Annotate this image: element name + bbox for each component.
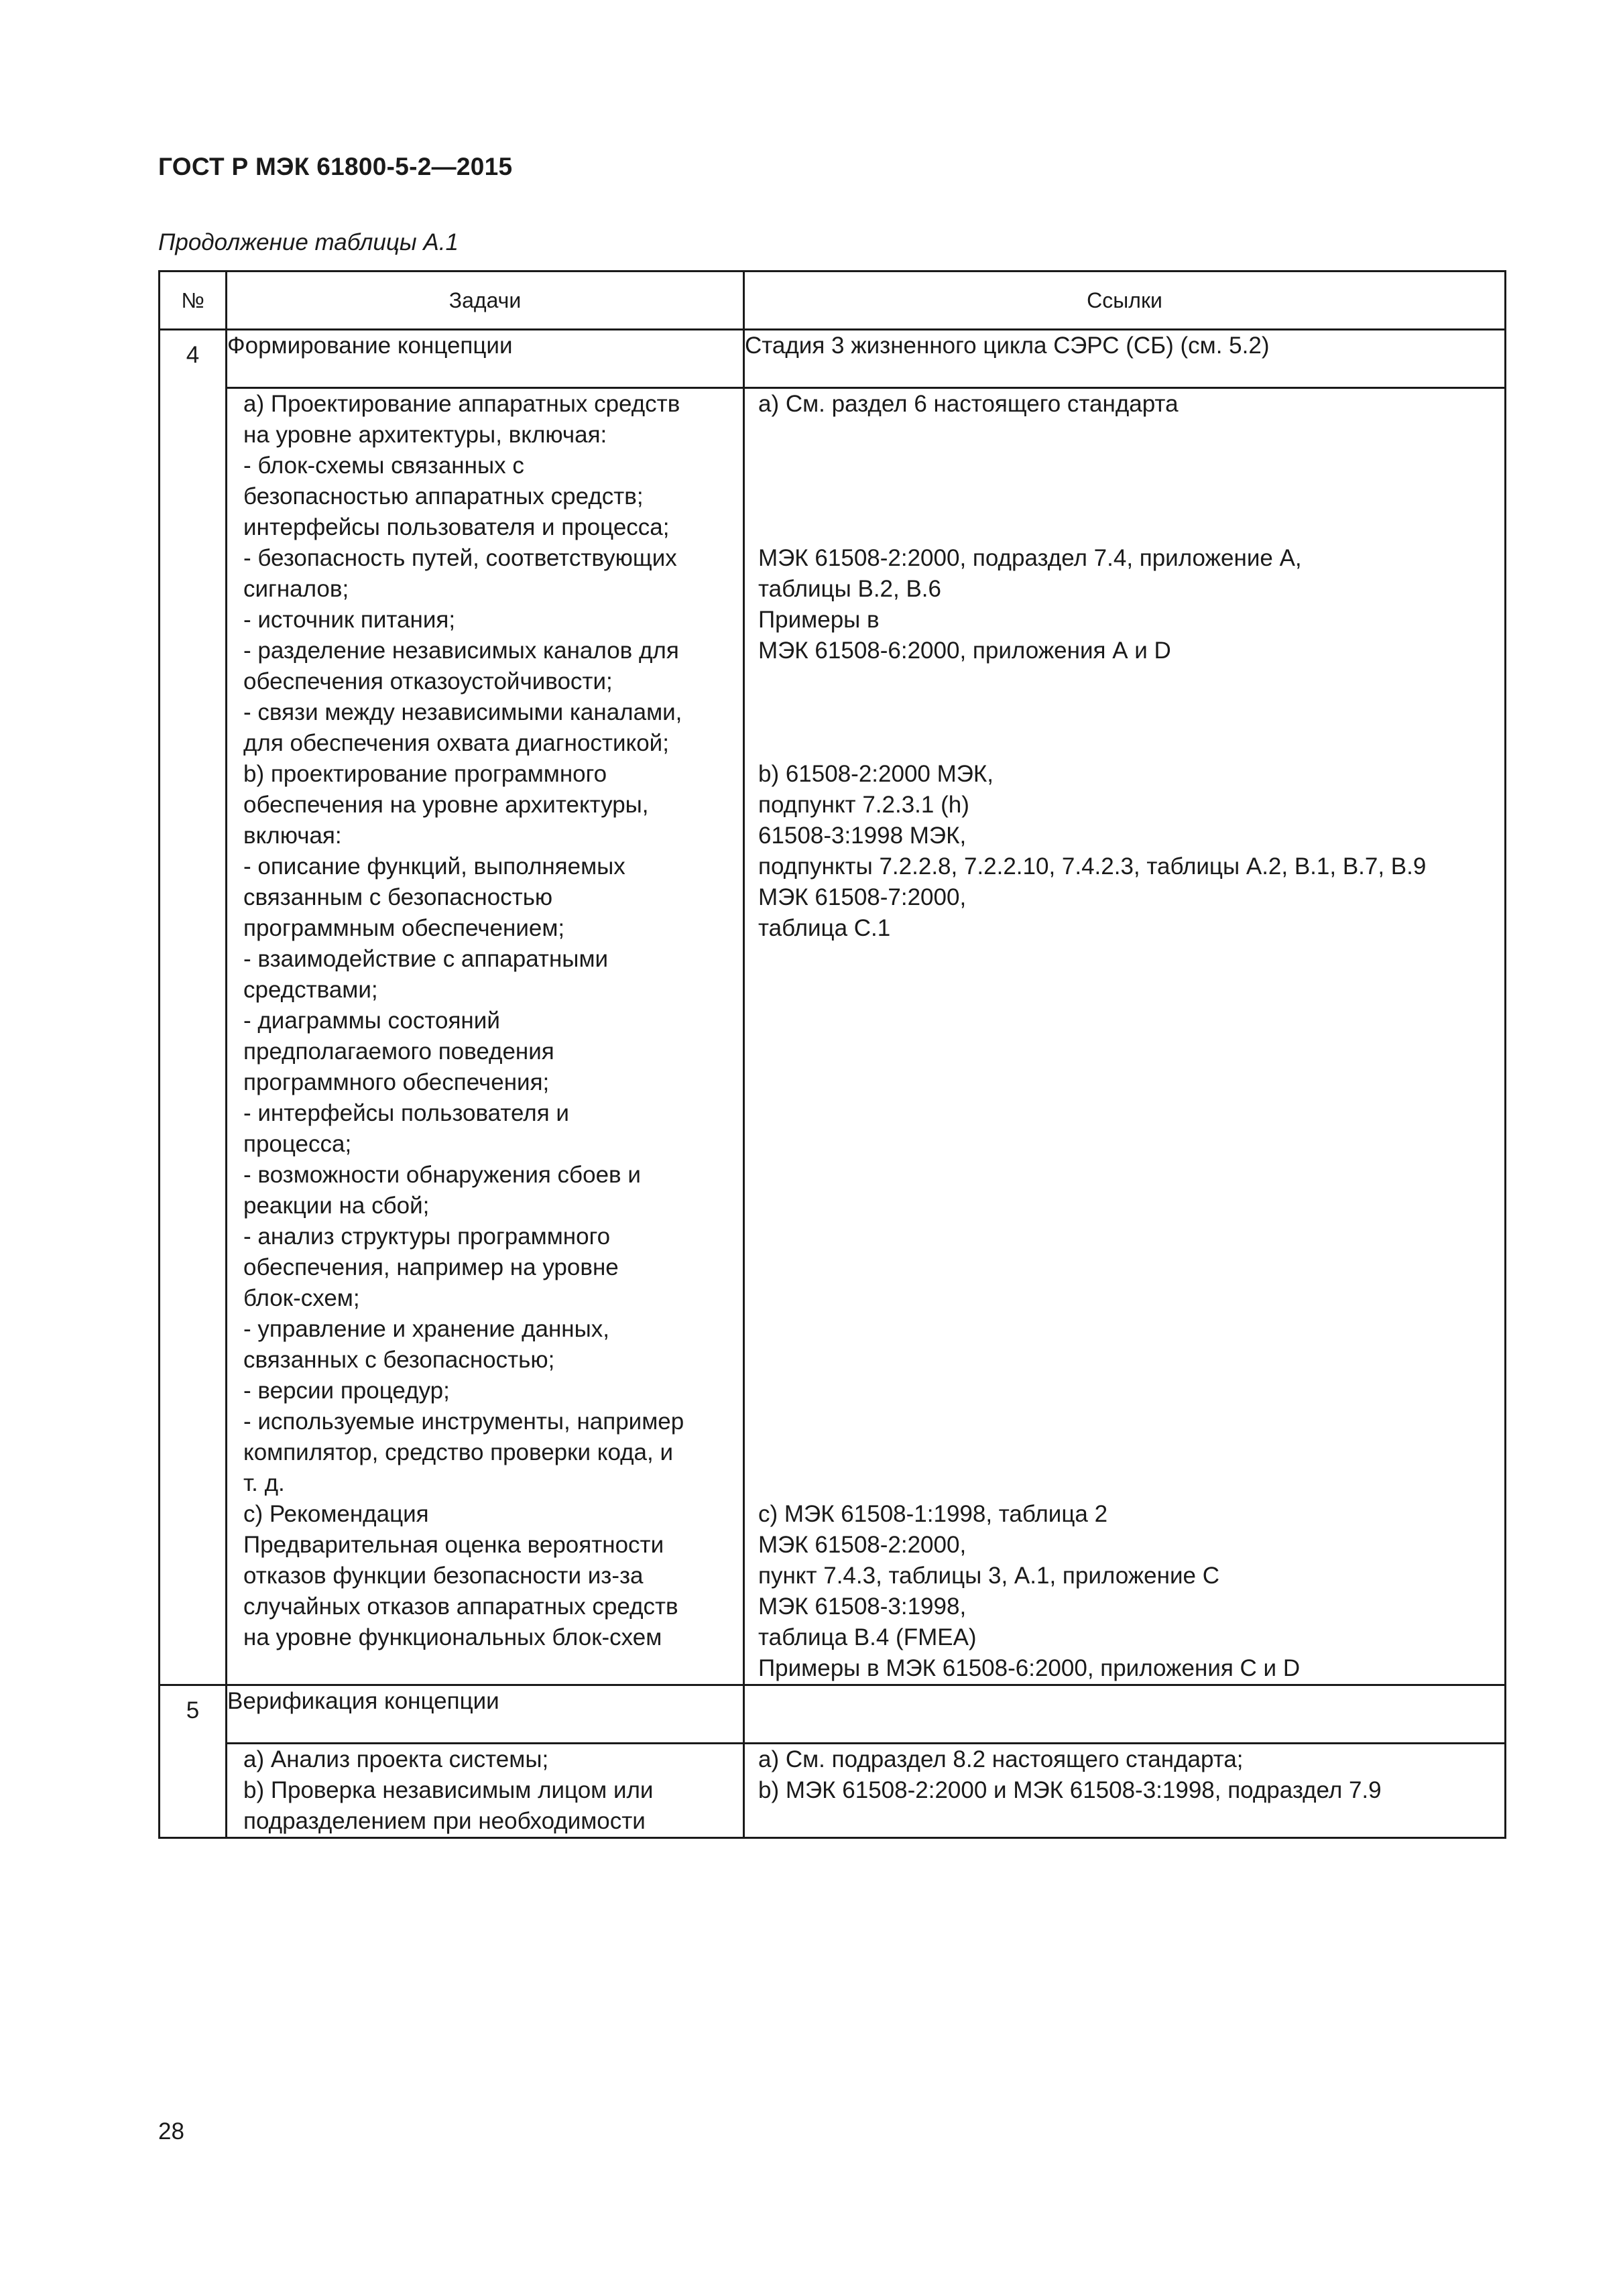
reference-line [758, 1191, 1504, 1221]
reference-line: МЭК 61508-2:2000, подраздел 7.4, приложение А, [758, 545, 1302, 571]
task-line: b) проектирование программного [243, 761, 607, 787]
table-row [160, 330, 1506, 388]
task-line: - используемые инструменты, например [243, 1408, 684, 1435]
reference-line: МЭК 61508-2:2000, [758, 1532, 967, 1558]
task-line: связанных с безопасностью; [243, 1347, 555, 1373]
reference-line [758, 944, 1504, 975]
reference-line [758, 1036, 1504, 1067]
reference-line: a) См. раздел 6 настоящего стандарта [758, 391, 1179, 417]
reference-line: таблица В.4 (FMEA) [758, 1624, 977, 1650]
reference-line: Примеры в [758, 607, 880, 633]
table-row-details [160, 1744, 1506, 1838]
task-line: процесса; [243, 1131, 352, 1157]
task-line: включая: [243, 823, 342, 849]
task-line: т. д. [243, 1470, 285, 1496]
reference-line: b) МЭК 61508-2:2000 и МЭК 61508-3:1998, подраздел 7.9 [758, 1777, 1382, 1803]
task-line: программным обеспечением; [243, 915, 565, 941]
page-number: 28 [158, 2118, 184, 2144]
task-title: Формирование концепции [227, 330, 744, 388]
task-line: - диаграммы состояний [243, 1008, 500, 1034]
reference-line [758, 512, 1504, 543]
task-line: предполагаемого поведения [243, 1038, 554, 1065]
reference-title [744, 1685, 1506, 1744]
task-details [227, 388, 744, 1685]
reference-details [744, 388, 1506, 1685]
task-line: - управление и хранение данных, [243, 1316, 610, 1342]
task-line: реакции на сбой; [243, 1193, 430, 1219]
reference-line [758, 1067, 1504, 1098]
task-line: средствами; [243, 977, 378, 1003]
reference-line [758, 450, 1504, 481]
task-line: программного обеспечения; [243, 1069, 550, 1095]
task-line: - блок-схемы связанных с [243, 452, 524, 479]
task-line: Предварительная оценка вероятности [243, 1532, 664, 1558]
task-details [227, 1744, 744, 1838]
task-line: для обеспечения охвата диагностикой; [243, 730, 669, 756]
reference-line: таблицы В.2, В.6 [758, 576, 941, 602]
column-header-references: Ссылки [744, 271, 1506, 330]
reference-line: a) См. подраздел 8.2 настоящего стандарта; [758, 1746, 1244, 1772]
task-line: связанным с безопасностью [243, 884, 553, 910]
reference-line [758, 1160, 1504, 1191]
reference-line [758, 1468, 1504, 1499]
reference-line: подпункт 7.2.3.1 (h) [758, 792, 969, 818]
row-number: 5 [160, 1685, 227, 1838]
task-line: отказов функции безопасности из-за [243, 1563, 644, 1589]
reference-line [758, 481, 1504, 512]
reference-line [758, 1006, 1504, 1036]
task-line: обеспечения, например на уровне [243, 1254, 619, 1280]
reference-line [758, 1314, 1504, 1345]
document-header: ГОСТ Р МЭК 61800-5-2—2015 [158, 153, 513, 180]
reference-line [758, 728, 1504, 759]
table-caption: Продолжение таблицы А.1 [158, 229, 459, 255]
reference-line: подпункты 7.2.2.8, 7.2.2.10, 7.4.2.3, таблицы А.2, В.1, В.7, В.9 [758, 853, 1427, 880]
column-header-number: № [160, 271, 227, 330]
reference-line [758, 1283, 1504, 1314]
reference-line: МЭК 61508-6:2000, приложения А и D [758, 638, 1171, 664]
table-row [160, 1685, 1506, 1744]
reference-line: Примеры в МЭК 61508-6:2000, приложения С и D [758, 1655, 1301, 1681]
task-line: - взаимодействие с аппаратными [243, 946, 609, 972]
reference-line [758, 697, 1504, 728]
task-line: на уровне функциональных блок-схем [243, 1624, 662, 1650]
task-line: обеспечения отказоустойчивости; [243, 668, 613, 694]
task-line: компилятор, средство проверки кода, и [243, 1439, 674, 1465]
reference-line [758, 975, 1504, 1006]
task-line: интерфейсы пользователя и процесса; [243, 514, 670, 540]
reference-line: b) 61508-2:2000 МЭК, [758, 761, 994, 787]
reference-line [758, 1376, 1504, 1406]
task-line: a) Проектирование аппаратных средств [243, 391, 680, 417]
reference-line [758, 1252, 1504, 1283]
reference-line [758, 1406, 1504, 1437]
table-row-details [160, 388, 1506, 1685]
task-line: случайных отказов аппаратных средств [243, 1593, 678, 1620]
task-line: - версии процедур; [243, 1378, 450, 1404]
task-line: - описание функций, выполняемых [243, 853, 625, 880]
reference-line: таблица С.1 [758, 915, 891, 941]
reference-line [758, 1221, 1504, 1252]
reference-line [758, 1129, 1504, 1160]
reference-line [758, 1098, 1504, 1129]
task-line: - источник питания; [243, 607, 456, 633]
column-header-tasks: Задачи [227, 271, 744, 330]
task-line: c) Рекомендация [243, 1501, 429, 1527]
reference-line [758, 420, 1504, 450]
table-header-row [160, 271, 1506, 330]
task-title: Верификация концепции [227, 1685, 744, 1744]
task-line: блок-схем; [243, 1285, 360, 1311]
task-line: подразделением при необходимости [243, 1808, 646, 1834]
reference-line [758, 1345, 1504, 1376]
reference-title: Стадия 3 жизненного цикла СЭРС (СБ) (см. 5.2) [744, 330, 1506, 388]
reference-line [758, 1437, 1504, 1468]
task-line: b) Проверка независимым лицом или [243, 1777, 654, 1803]
reference-line: МЭК 61508-7:2000, [758, 884, 967, 910]
row-number: 4 [160, 330, 227, 1685]
task-line: сигналов; [243, 576, 349, 602]
task-line: обеспечения на уровне архитектуры, [243, 792, 649, 818]
task-line: на уровне архитектуры, включая: [243, 422, 607, 448]
reference-line [758, 666, 1504, 697]
task-line: - интерфейсы пользователя и [243, 1100, 569, 1126]
task-line: a) Анализ проекта системы; [243, 1746, 549, 1772]
task-line: безопасностью аппаратных средств; [243, 483, 644, 509]
requirements-table [158, 270, 1506, 1839]
reference-line: пункт 7.4.3, таблицы 3, А.1, приложение С [758, 1563, 1219, 1589]
reference-details [744, 1744, 1506, 1838]
task-line: - разделение независимых каналов для [243, 638, 679, 664]
task-line: - связи между независимыми каналами, [243, 699, 682, 725]
task-line: - безопасность путей, соответствующих [243, 545, 677, 571]
reference-line: 61508-3:1998 МЭК, [758, 823, 967, 849]
reference-line: c) МЭК 61508-1:1998, таблица 2 [758, 1501, 1108, 1527]
task-line: - возможности обнаружения сбоев и [243, 1162, 641, 1188]
task-line: - анализ структуры программного [243, 1223, 611, 1250]
reference-line: МЭК 61508-3:1998, [758, 1593, 967, 1620]
